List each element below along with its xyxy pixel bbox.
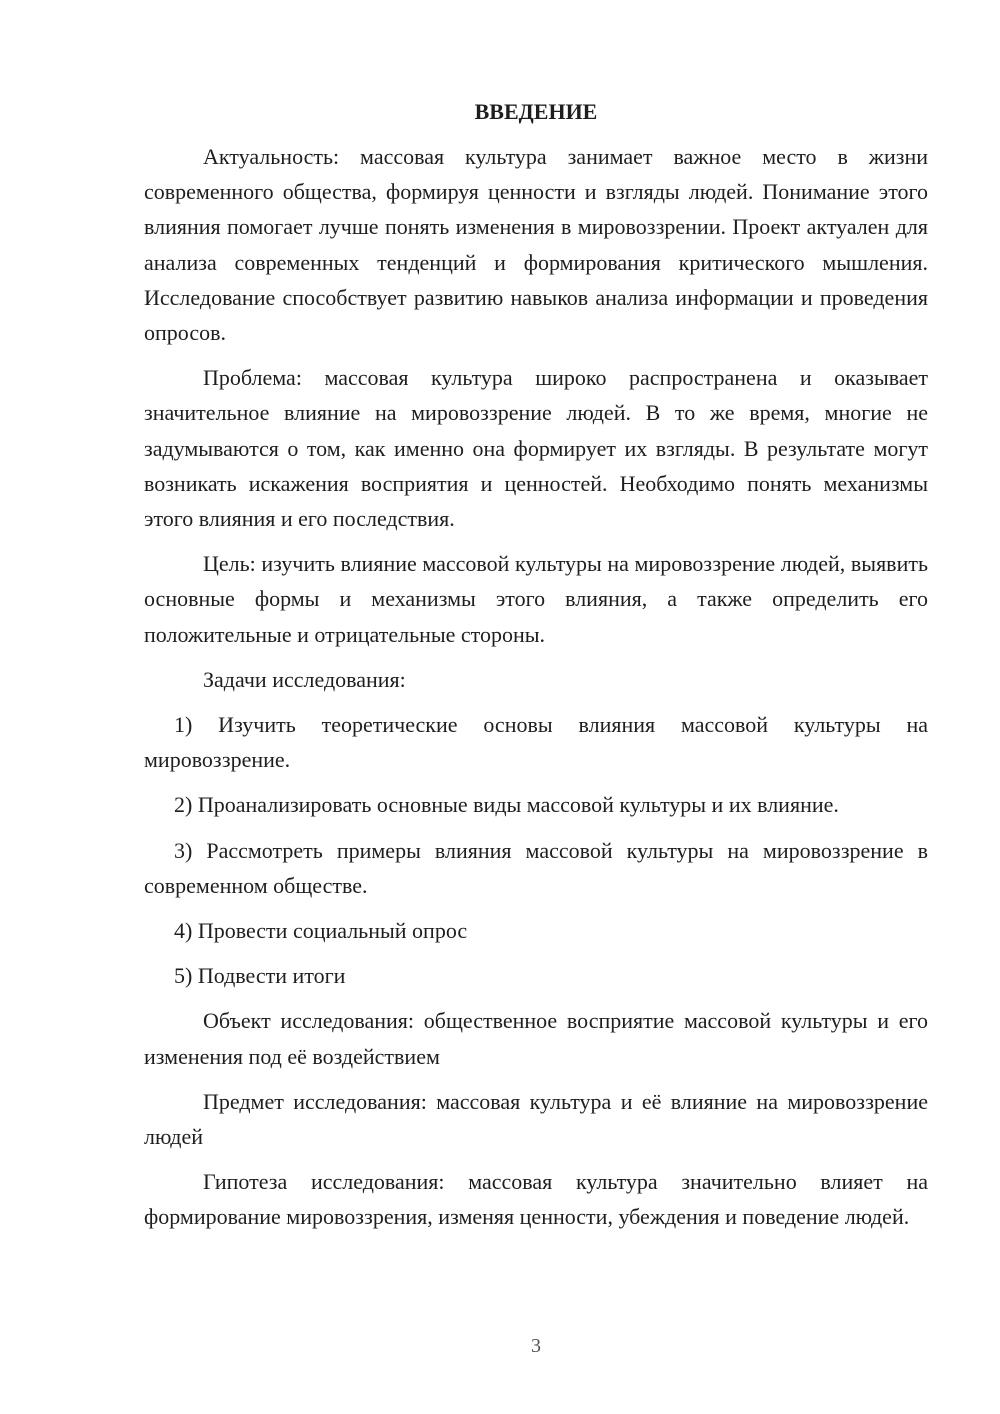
paragraph-object: Объект исследования: общественное восприятие массовой культуры и его изменения под её воздействием — [144, 1008, 928, 1069]
paragraph-relevance: Актуальность: массовая культура занимает важное место в жизни современного общества, формируя ценности и взгляды людей. Понимание этого влияния помогает лучше понять изменения в мировоззрении. Проект актуален для анализа современных тенденций и формирования критического мышления. Исследование способствует развитию навыков анализа информации и проведения опросов. — [144, 144, 928, 346]
paragraph-goal: Цель: изучить влияние массовой культуры на мировоззрение людей, выявить основные формы и механизмы этого влияния, а также определить его положительные и отрицательные стороны. — [144, 551, 928, 647]
task-item: 3) Рассмотреть примеры влияния массовой культуры на мировоззрение в современном обществе. — [144, 837, 928, 898]
task-item: 2) Проанализировать основные виды массовой культуры и их влияние. — [174, 792, 839, 818]
paragraph-hypothesis: Гипотеза исследования: массовая культура значительно влияет на формирование мировоззрения, изменяя ценности, убеждения и поведение людей. — [144, 1169, 928, 1230]
page-body — [144, 94, 928, 1245]
paragraph-subject: Предмет исследования: массовая культура и её влияние на мировоззрение людей — [144, 1088, 928, 1150]
task-item: 1) Изучить теоретические основы влияния массовой культуры на мировоззрение. — [144, 712, 928, 773]
page-title: ВВЕДЕНИЕ — [474, 99, 598, 124]
paragraph-tasks-heading: Задачи исследования: — [203, 666, 406, 692]
task-item: 4) Провести социальный опрос — [174, 918, 468, 944]
task-item: 5) Подвести итоги — [174, 963, 346, 989]
page-number: 3 — [531, 1335, 541, 1357]
paragraph-problem: Проблема: массовая культура широко распространена и оказывает значительное влияние на мировоззрение людей. В то же время, многие не задумываются о том, как именно она формирует их взгляды. В результате могут возникать искажения восприятия и ценностей. Необходимо понять механизмы этого влияния и его последствия. — [144, 365, 928, 532]
